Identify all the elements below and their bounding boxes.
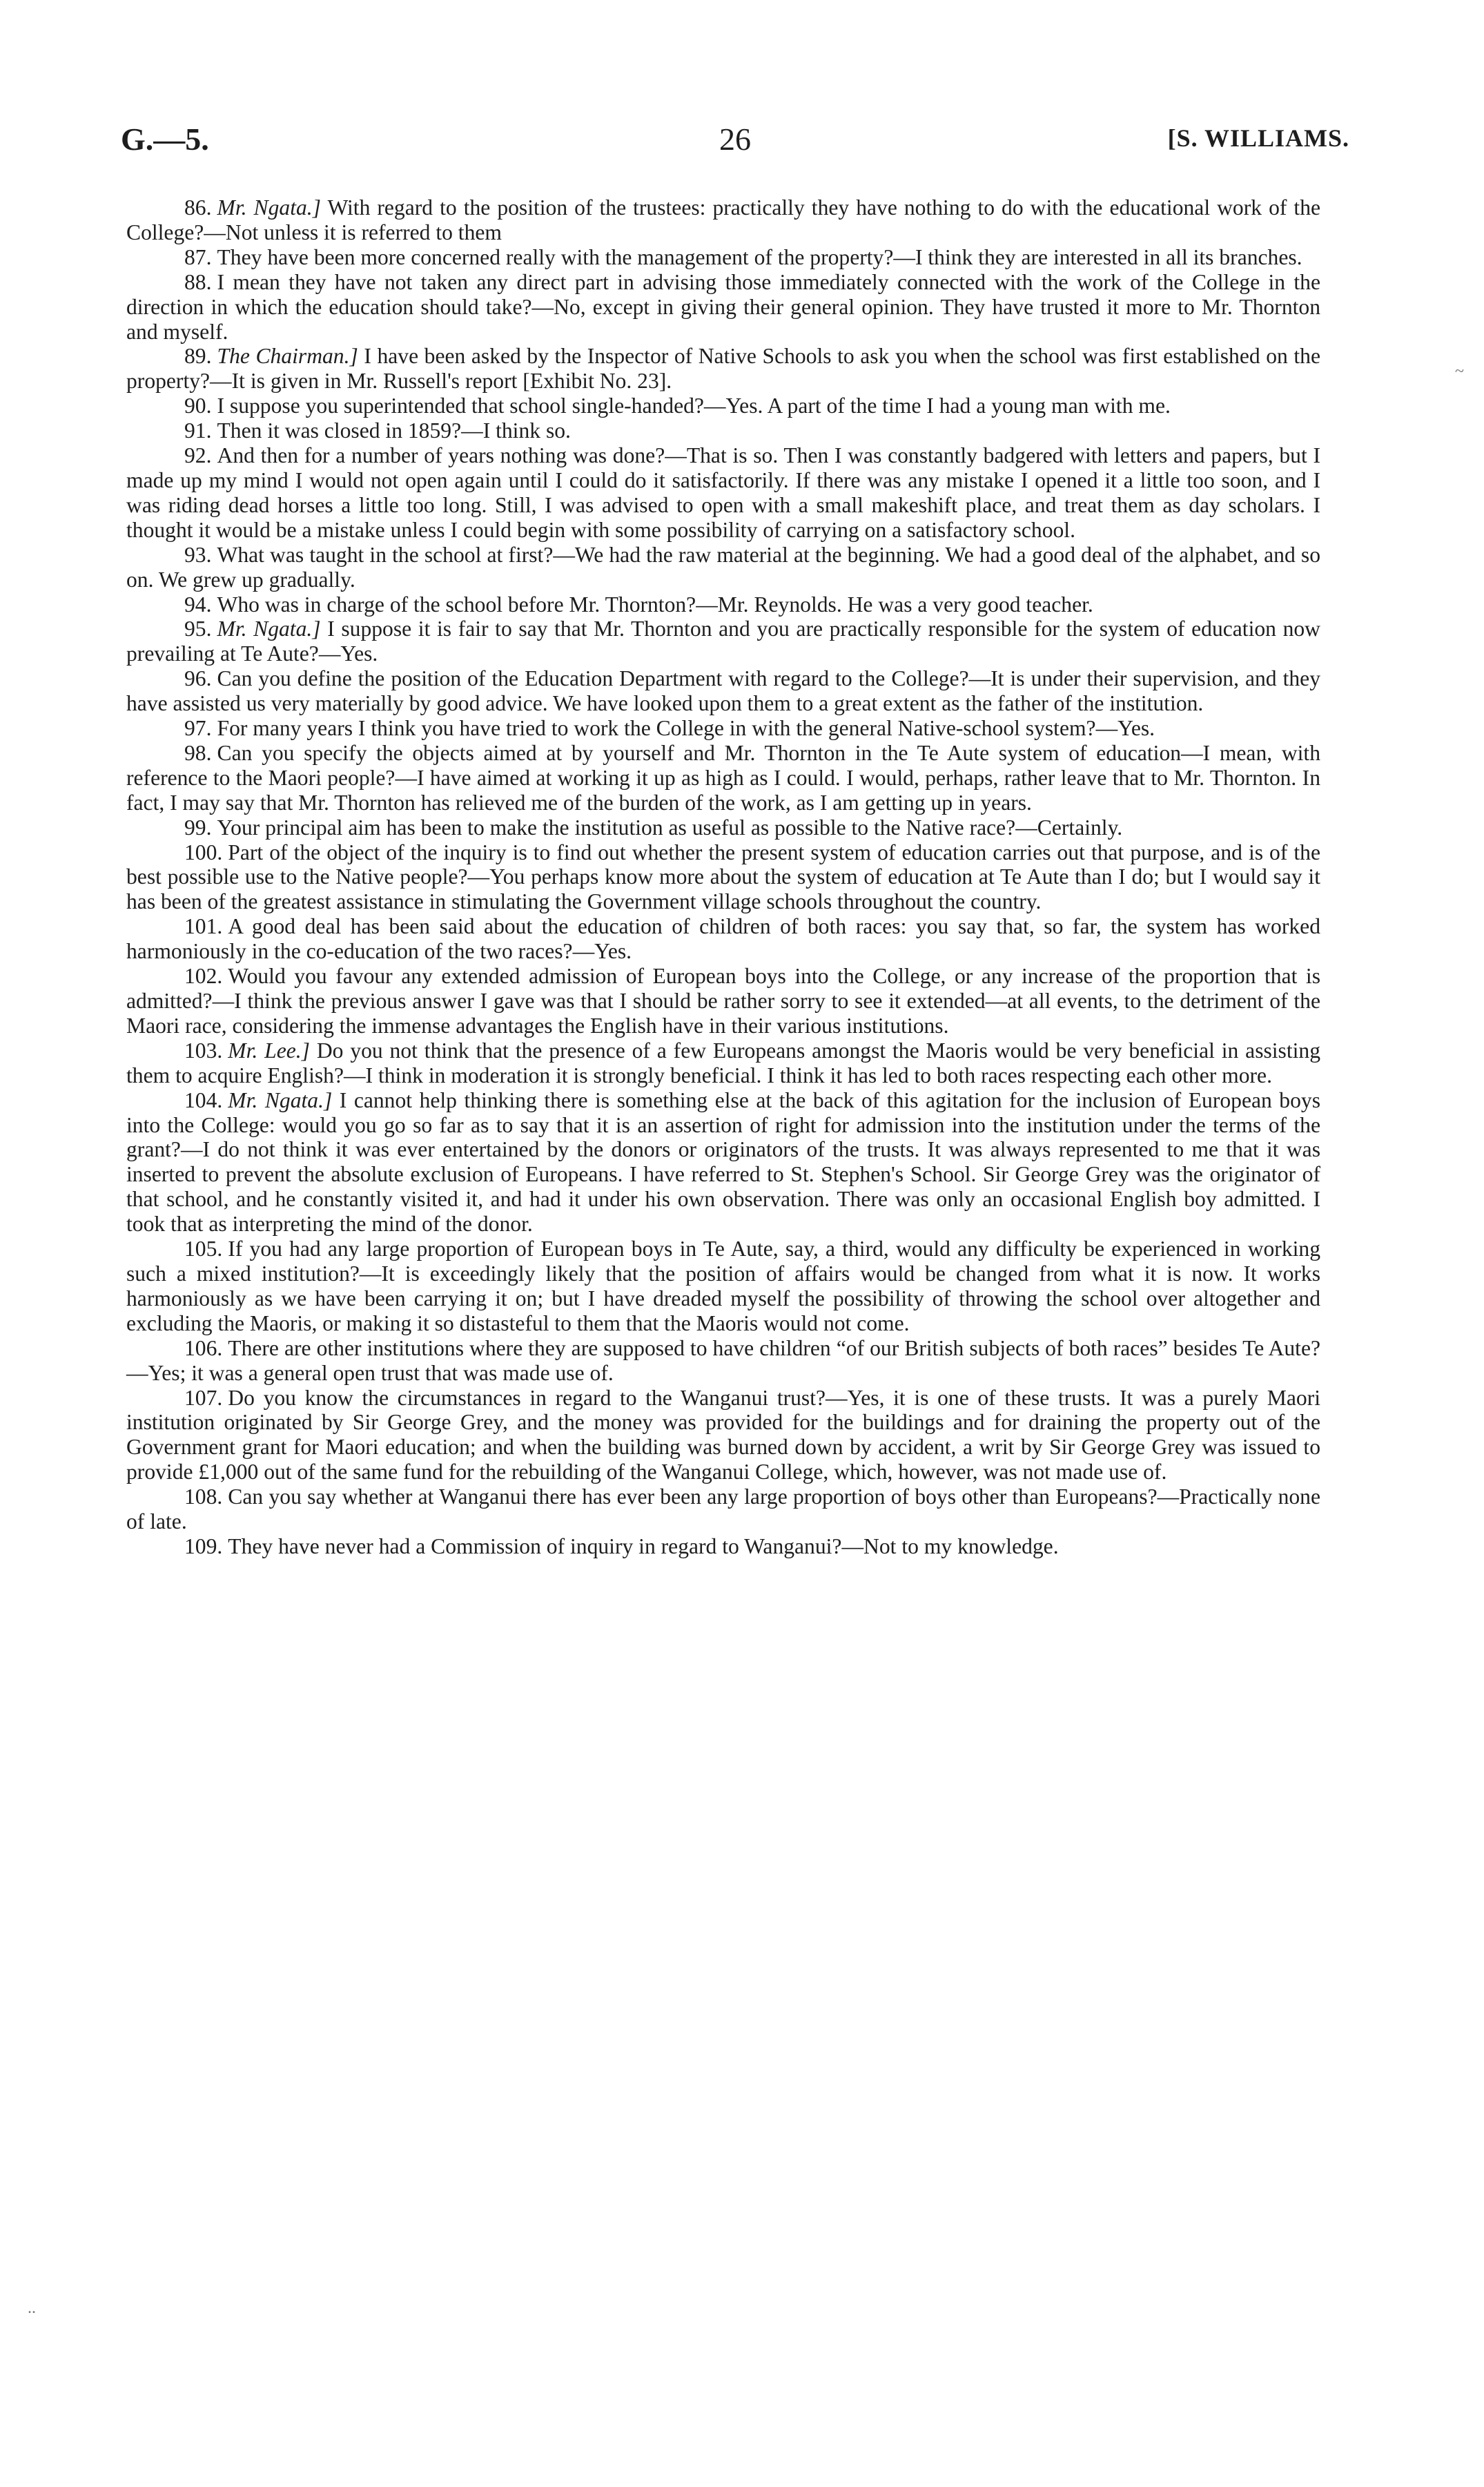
margin-mark: ~ [1455, 362, 1464, 380]
question-number: 86. [184, 195, 212, 220]
question-number: 106. [184, 1335, 223, 1360]
testimony-paragraph [126, 418, 1320, 443]
question-number: 94. [184, 592, 212, 617]
testimony-paragraph [126, 914, 1320, 964]
question-number: 99. [184, 815, 212, 840]
question-answer-text: Who was in charge of the school before Mr. Thornton?—Mr. Reynolds. He was a very good teacher. [217, 592, 1093, 617]
page-header [121, 121, 1349, 169]
question-number: 100. [184, 840, 223, 864]
question-answer-text: Part of the object of the inquiry is to find out whether the present system of education carries out that purpose, and is of the best possible use to the Native people?—You perhaps know more about the system of education at Te Aute than I do; but I would say it has been of the greatest assistance in stimulating the Government village schools throughout the country. [126, 840, 1320, 914]
question-answer-text: With regard to the position of the trustees: practically they have nothing to do with the educational work of the College?—Not unless it is referred to them [126, 195, 1321, 244]
question-number: 107. [184, 1385, 223, 1410]
paper-reference: G.—5. [121, 122, 209, 157]
testimony-paragraph [126, 245, 1320, 270]
testimony-paragraph [126, 716, 1320, 741]
speaker-label: The Chairman.] [217, 344, 358, 369]
question-number: 109. [184, 1533, 223, 1558]
question-answer-text: They have never had a Commission of inquiry in regard to Wanganui?—Not to my knowledge. [228, 1533, 1059, 1558]
testimony-paragraph [126, 815, 1320, 840]
question-number: 90. [184, 394, 212, 418]
question-number: 95. [184, 617, 212, 641]
question-answer-text: Your principal aim has been to make the institution as useful as possible to the Native race?—Certainly. [217, 815, 1123, 840]
testimony-paragraph [126, 344, 1320, 394]
question-answer-text: Can you define the position of the Education Department with regard to the College?—It is under their supervision, and they have assisted us very materially by good advice. We have looked upon them to a great extent as the father of the institution. [126, 666, 1320, 716]
testimony-paragraph [126, 617, 1320, 666]
question-number: 93. [184, 542, 212, 567]
testimony-paragraph [126, 964, 1320, 1038]
question-answer-text: Do you not think that the presence of a few Europeans amongst the Maoris would be very beneficial in assisting them to acquire English?—I think in moderation it is strongly beneficial. I think it has led to both races respecting each other more. [126, 1038, 1321, 1087]
question-answer-text: And then for a number of years nothing was done?—That is so. Then I was constantly badgered with letters and papers, but I made up my mind I would not open again until I could do it satisfactorily. If there was any mistake I opened it a little too soon, and I was riding dead horses a little too long. Still, I was advised to open with a small makeshift place, and treat them as day scholars. I thought it would be a mistake unless I could begin with some possibility of carrying on a satisfactory school. [126, 443, 1320, 542]
testimony-paragraph [126, 1534, 1320, 1559]
question-number: 101. [184, 914, 223, 939]
question-answer-text: What was taught in the school at first?—We had the raw material at the beginning. We had a good deal of the alphabet, and so on. We grew up gradually. [126, 542, 1320, 592]
margin-mark: .. [28, 2299, 36, 2317]
testimony-paragraph [126, 1237, 1320, 1336]
question-number: 96. [184, 666, 212, 691]
question-answer-text: There are other institutions where they are supposed to have children “of our British subjects of both races” besides Te Aute?—Yes; it was a general open trust that was made use of. [126, 1335, 1320, 1385]
testimony-paragraph [126, 195, 1320, 245]
testimony-paragraph [126, 840, 1320, 915]
question-answer-text: I suppose it is fair to say that Mr. Thornton and you are practically responsible for the system of education now prevailing at Te Aute?—Yes. [126, 617, 1320, 666]
question-answer-text: Do you know the circumstances in regard to the Wanganui trust?—Yes, it is one of these trusts. It was a purely Maori institution originated by Sir George Grey, and the money was provided for the buildings and for draining the property out of the Government grant for Maori education; and when the building was burned down by accident, a writ by Sir George Grey was issued to provide £1,000 out of the same fund for the rebuilding of the Wanganui College, which, however, was not made use of. [126, 1385, 1320, 1484]
testimony-paragraph [126, 394, 1320, 418]
testimony-paragraph [126, 741, 1320, 815]
question-answer-text: I cannot help thinking there is something else at the back of this agitation for the inclusion of European boys into the College: would you go so far as to say that it is an assertion of right for admission into the institution under the terms of the grant?—I do not think it was ever entertained by the donors or originators of the trusts. It was always represented to me that it was inserted to prevent the absolute exclusion of Europeans. I have referred to St. Stephen's School. Sir George Grey was the originator of that school, and he constantly visited it, and had it under his own observation. There was only an occasional English boy admitted. I took that as interpreting the mind of the donor. [126, 1087, 1320, 1237]
question-answer-text: A good deal has been said about the education of children of both races: you say that, so far, the system has worked harmoniously in the co-education of the two races?—Yes. [126, 914, 1320, 964]
testimony-paragraph [126, 592, 1320, 617]
testimony-body [126, 195, 1320, 1559]
question-answer-text: They have been more concerned really with the management of the property?—I think they are interested in all its branches. [217, 244, 1302, 269]
question-number: 91. [184, 418, 212, 443]
speaker-label: Mr. Lee.] [228, 1038, 310, 1063]
testimony-paragraph [126, 543, 1320, 592]
question-number: 102. [184, 964, 223, 989]
question-answer-text: Can you specify the objects aimed at by yourself and Mr. Thornton in the Te Aute system of education—I mean, with reference to the Maori people?—I have aimed at working it up as high as I could. I would, perhaps, rather leave that to Mr. Thornton. In fact, I may say that Mr. Thornton has relieved me of the burden of the work, as I am getting up in years. [126, 740, 1320, 815]
question-number: 104. [184, 1087, 223, 1112]
question-answer-text: I mean they have not taken any direct part in advising those immediately connected with the work of the College in the direction in which the education should take?—No, except in giving their general opinion. They have trusted it more to Mr. Thornton and myself. [126, 269, 1320, 344]
question-number: 87. [184, 244, 212, 269]
question-answer-text: Would you favour any extended admission of European boys into the College, or any increase of the proportion that is admitted?—I think the previous answer I gave was that I should be rather sorry to see it extended—at all events, to the detriment of the Maori race, considering the immense advantages the English have in their various institutions. [126, 964, 1320, 1038]
testimony-paragraph [126, 443, 1320, 543]
testimony-paragraph [126, 270, 1320, 345]
question-number: 88. [184, 269, 212, 294]
question-answer-text: I suppose you superintended that school single-handed?—Yes. A part of the time I had a young man with me. [217, 394, 1171, 418]
question-answer-text: Then it was closed in 1859?—I think so. [217, 418, 571, 443]
speaker-label: Mr. Ngata.] [228, 1087, 333, 1112]
question-answer-text: I have been asked by the Inspector of Native Schools to ask you when the school was first established on the property?—It is given in Mr. Russell's report [Exhibit No. 23]. [126, 344, 1321, 394]
question-number: 89. [184, 344, 212, 369]
testimony-paragraph [126, 666, 1320, 716]
testimony-paragraph [126, 1088, 1320, 1237]
question-number: 92. [184, 443, 212, 468]
question-answer-text: For many years I think you have tried to work the College in with the general Native-school system?—Yes. [217, 716, 1155, 741]
question-number: 97. [184, 716, 212, 741]
testimony-paragraph [126, 1484, 1320, 1534]
question-number: 108. [184, 1484, 223, 1509]
question-answer-text: If you had any large proportion of European boys in Te Aute, say, a third, would any difficulty be experienced in working such a mixed institution?—It is exceedingly likely that the position of affairs would be changed from what it is now. It works harmoniously as we have been carrying it on; but I have dreaded myself the possibility of throwing the school over altogether and excluding the Maoris, or making it so distasteful to them that the Maoris would not come. [126, 1237, 1320, 1335]
testimony-paragraph [126, 1336, 1320, 1386]
witness-name: [S. WILLIAMS. [1167, 124, 1349, 152]
speaker-label: Mr. Ngata.] [217, 195, 321, 220]
question-number: 105. [184, 1237, 223, 1261]
page-number: 26 [719, 122, 751, 157]
testimony-paragraph [126, 1038, 1320, 1088]
speaker-label: Mr. Ngata.] [217, 617, 321, 641]
testimony-paragraph [126, 1386, 1320, 1485]
question-answer-text: Can you say whether at Wanganui there has ever been any large proportion of boys other than Europeans?—Practically none of late. [126, 1484, 1320, 1534]
question-number: 103. [184, 1038, 223, 1063]
question-number: 98. [184, 740, 212, 765]
